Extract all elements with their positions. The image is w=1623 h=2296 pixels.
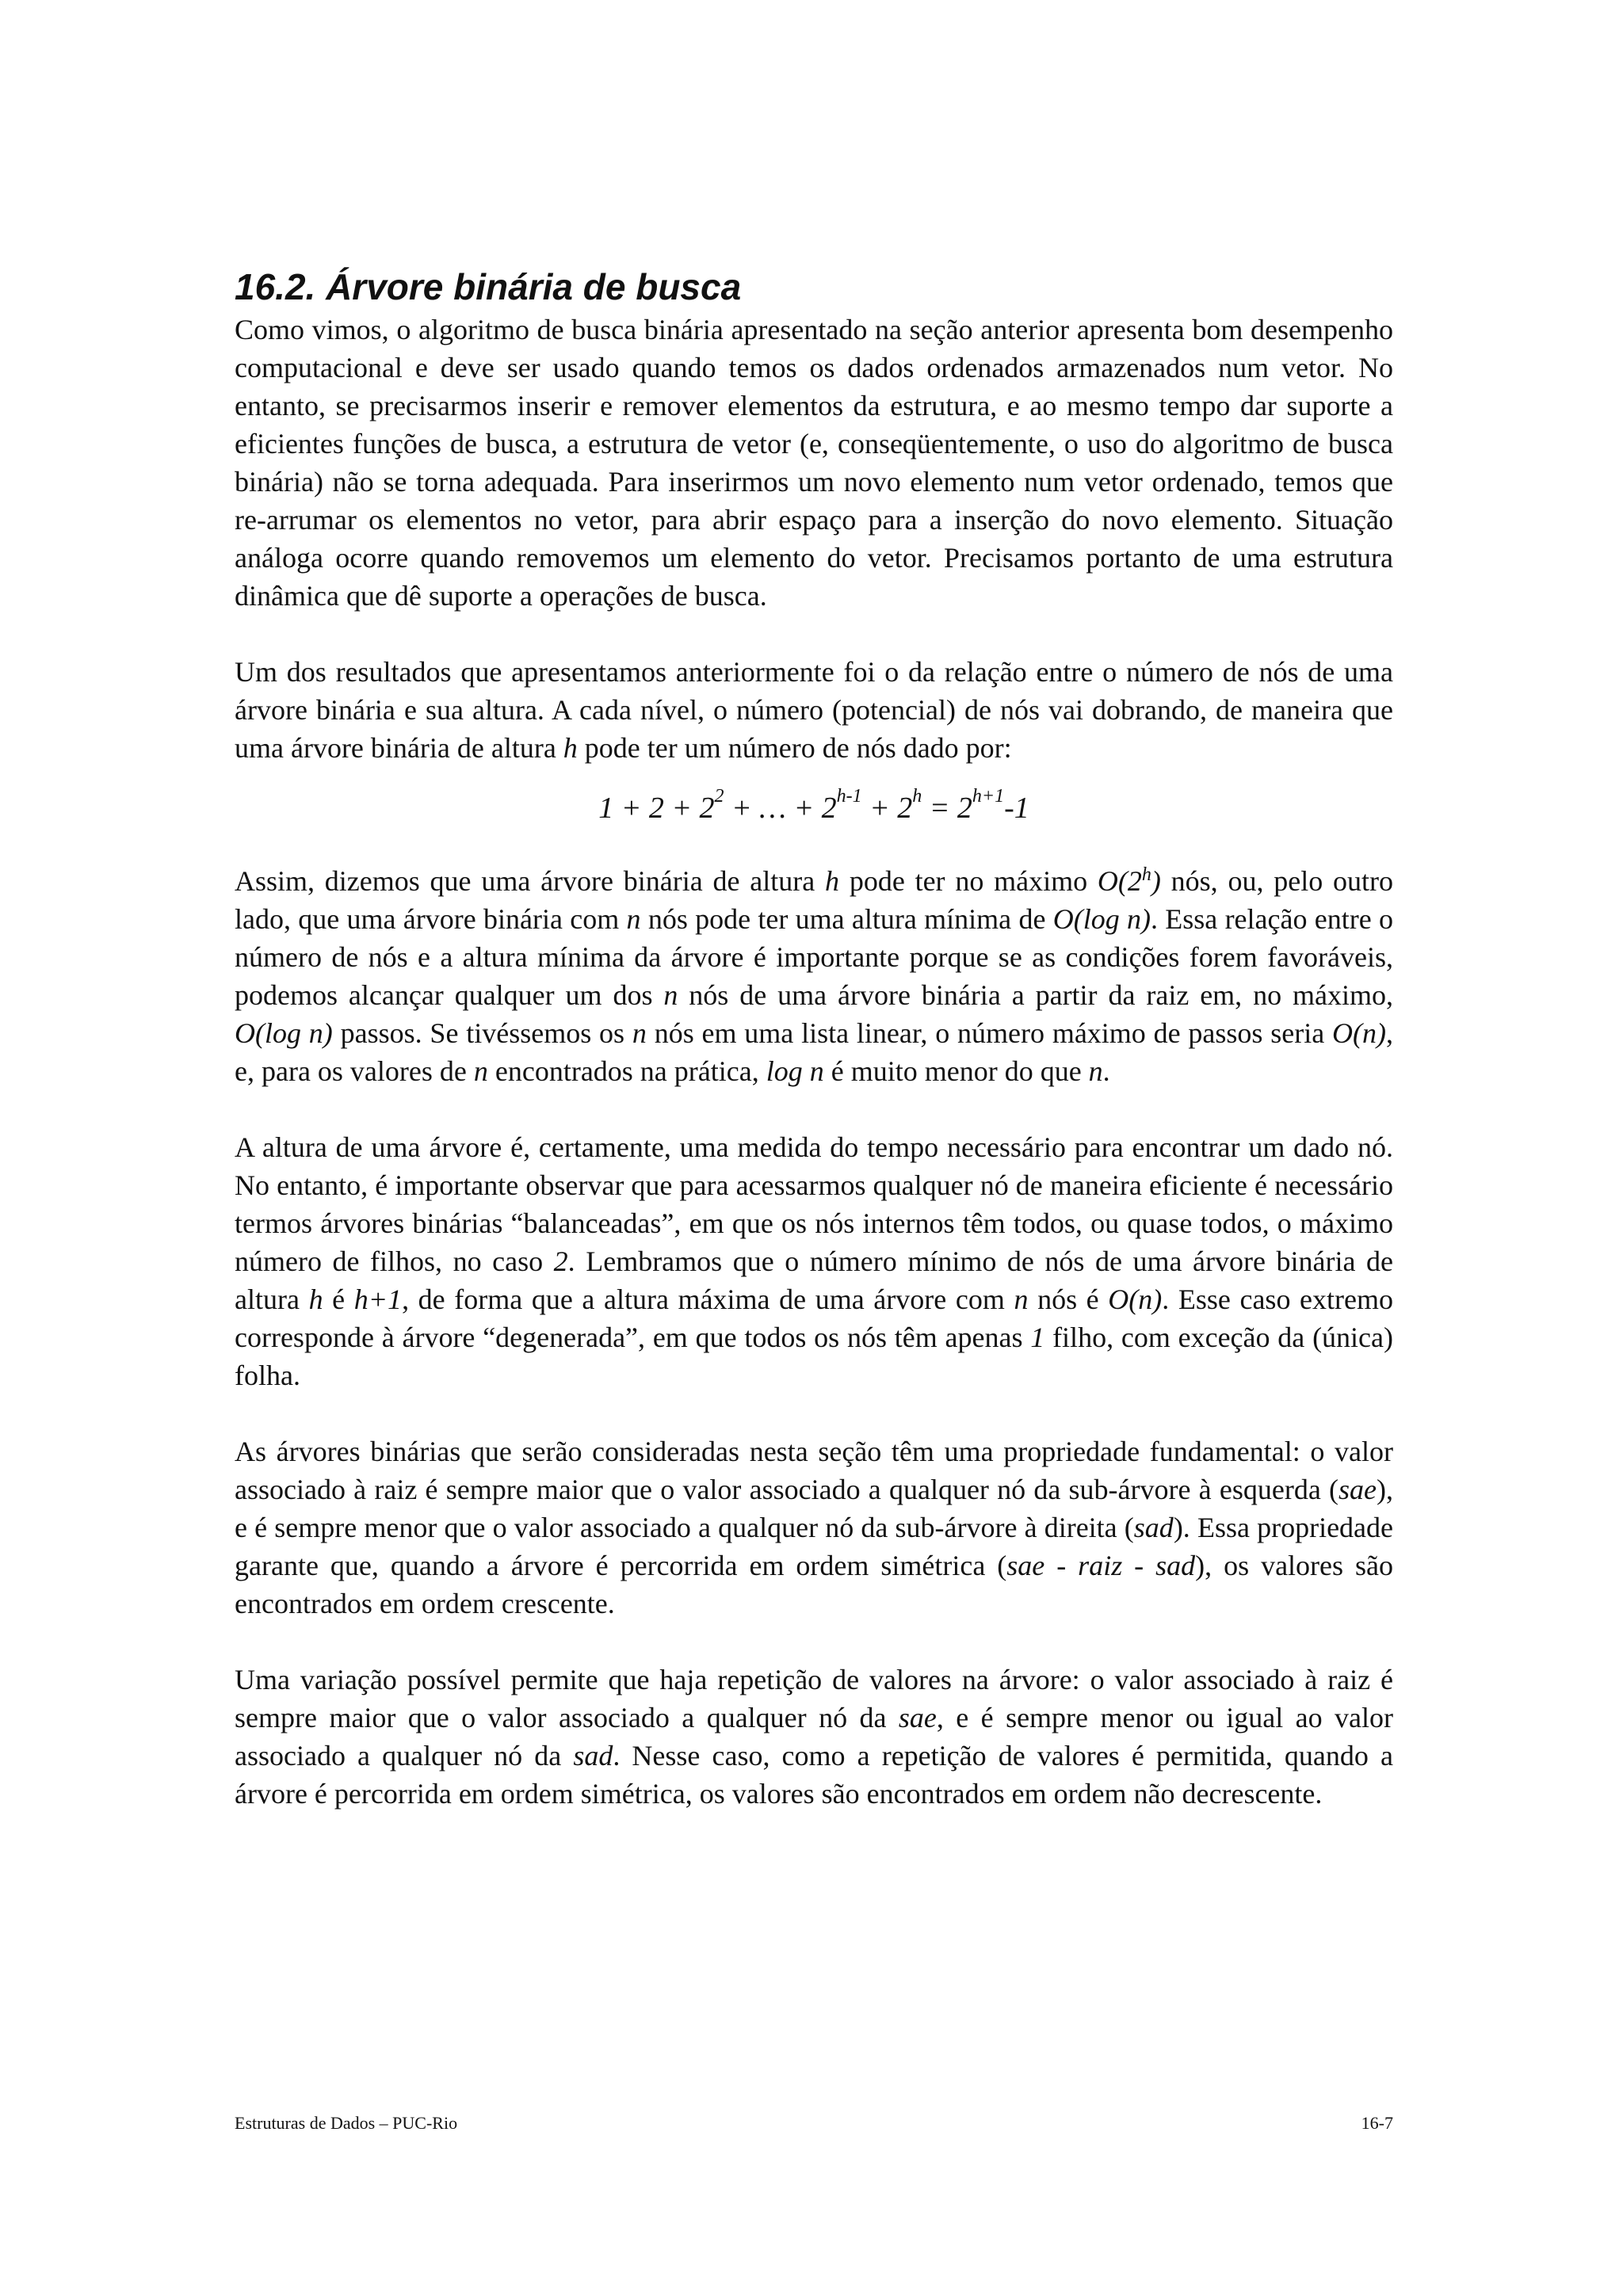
paragraph-gap xyxy=(235,1090,1393,1128)
paragraph-gap xyxy=(235,615,1393,653)
paragraph-6: Uma variação possível permite que haja repetição de valores na árvore: o valor associado à raiz é sempre maior que o valor associado a qualquer nó da sae, e é sempre menor ou igual ao valor associado a qualquer nó da sad. Nesse caso, como a repetição de valores é permitida, quando a árvore é percorrida em ordem simétrica, os valores são encontrados em ordem não decrescente. xyxy=(235,1664,1393,1810)
paragraph-4: A altura de uma árvore é, certamente, uma medida do tempo necessário para encontrar um dado nó. No entanto, é importante observar que para acessarmos qualquer nó de maneira eficiente é necessário termos árvores binárias “balanceadas”, em que os nós internos têm todos, ou quase todos, o máximo número de filhos, no caso 2. Lembramos que o número mínimo de nós de uma árvore binária de altura h é h+1, de forma que a altura máxima de uma árvore com n nós é O(n). Esse caso extremo corresponde à árvore “degenerada”, em que todos os nós têm apenas 1 filho, com exceção da (única) folha. xyxy=(235,1131,1394,1391)
paragraph-5: As árvores binárias que serão consideradas nesta seção têm uma propriedade fundamental: o valor associado à raiz é sempre maior que o valor associado a qualquer nó da sub-árvore à esquerda (sae), e é sempre menor que o valor associado a qualquer nó da sub-árvore à direita (sad). Essa propriedade garante que, quando a árvore é percorrida em ordem simétrica (sae - raiz - sad), os valores são encontrados em ordem crescente. xyxy=(235,1436,1394,1619)
paragraph-3: Assim, dizemos que uma árvore binária de altura h pode ter no máximo O(2$^h$) nós, ou, pelo outro lado, que uma árvore binária com n nós pode ter uma altura mínima de O(log n). Essa relação entre o número de nós e a altura mínima da árvore é importante porque se as condições forem favoráveis, podemos alcançar qualquer um dos n nós de uma árvore binária a partir da raiz em, no máximo, O(log n) passos. Se tivéssemos os n nós em uma lista linear, o número máximo de passos seria O(n), e, para os valores de n encontrados na prática, log n é muito menor do que n. xyxy=(235,864,1394,1087)
paragraph-2: Um dos resultados que apresentamos anteriormente foi o da relação entre o número de nós de uma árvore binária e sua altura. A cada nível, o número (potencial) de nós vai dobrando, de maneira que uma árvore binária de altura h pode ter um número de nós dado por: xyxy=(235,656,1393,764)
paragraph-gap xyxy=(235,1394,1393,1432)
paragraph-1: Como vimos, o algoritmo de busca binária apresentado na seção anterior apresenta bom desempenho computacional e deve ser usado quando temos os dados ordenados armazenados num vetor. No entanto, se precisarmos inserir e remover elementos da estrutura, e ao mesmo tempo dar suporte a eficientes funções de busca, a estrutura de vetor (e, conseqüentemente, o uso do algoritmo de busca binária) não se torna adequada. Para inserirmos um novo elemento num vetor ordenado, temos que re-arrumar os elementos no vetor, para abrir espaço para a inserção do novo elemento. Situação análoga ocorre quando removemos um elemento do vetor. Precisamos portanto de uma estrutura dinâmica que dê suporte a operações de busca. xyxy=(235,314,1393,612)
formula-sum-of-nodes: $1 + 2 + 2^2$ + … + $2^{h-1} + 2^h = 2^{h+1}-1$ xyxy=(598,786,1029,825)
section-title: 16.2. Árvore binária de busca xyxy=(235,266,742,307)
page-content xyxy=(235,252,1393,1813)
footer-course-name: Estruturas de Dados – PUC-Rio xyxy=(235,2113,458,2133)
paragraph-gap xyxy=(235,1623,1393,1661)
footer-page-number: 16-7 xyxy=(1361,2113,1393,2133)
